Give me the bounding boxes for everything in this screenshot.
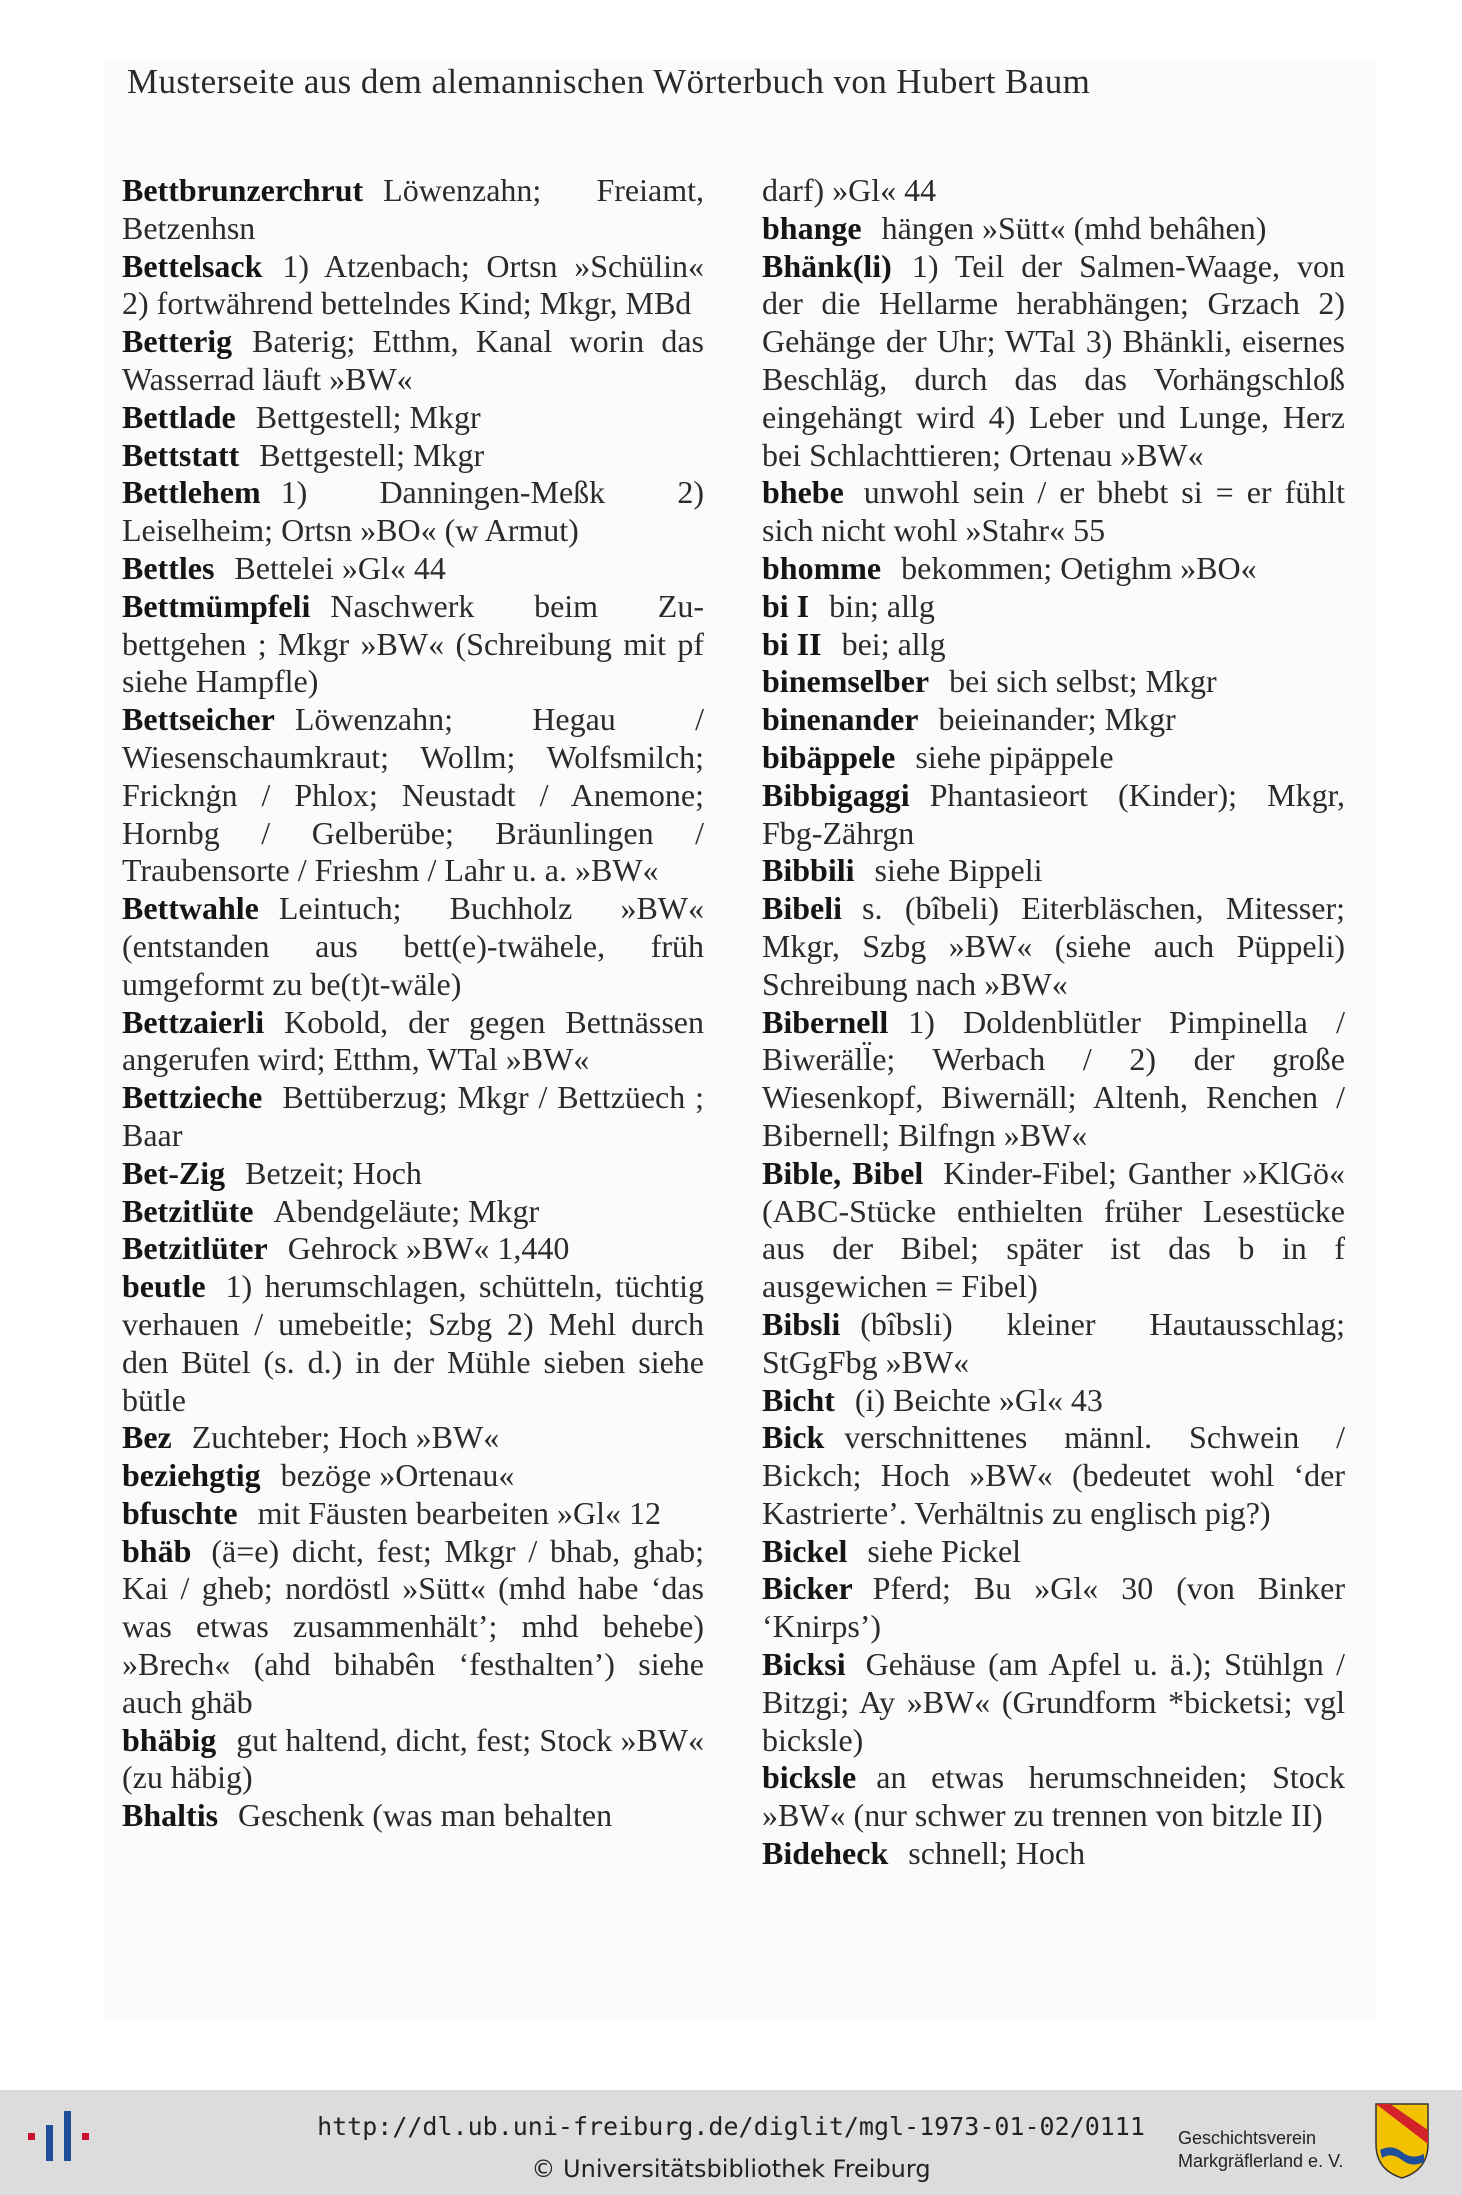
entry-definition: Gehrock »BW« 1,440 <box>287 1230 570 1267</box>
entry-headword: Betzitlüte <box>122 1192 254 1229</box>
dictionary-entry <box>762 210 1345 248</box>
coat-of-arms-icon <box>1372 2100 1432 2180</box>
dictionary-entry <box>762 1382 1345 1420</box>
dictionary-entry <box>762 739 1345 777</box>
dictionary-entry <box>762 1759 1345 1835</box>
dictionary-entry <box>762 1306 1345 1382</box>
entry-definition: darf) »Gl« 44 <box>762 172 937 208</box>
entry-definition: Baterig; Etthm, Kanal worin das Wasserrad läuft »BW« <box>122 323 704 397</box>
dictionary-entry <box>122 890 704 1003</box>
dictionary-column-right <box>762 172 1345 1873</box>
dictionary-entry <box>122 1079 704 1155</box>
entry-definition: (bîbsli) kleiner Hautausschlag; StGgFbg »BW« <box>762 1305 1345 1380</box>
dictionary-entry <box>122 1797 704 1835</box>
dictionary-entry <box>122 248 704 324</box>
entry-definition: Gehäuse (am Apfel u. ä.); Stühlgn / Bitzgi; Ay »BW« (Grundform *bicketsi; vgl bicksle) <box>762 1646 1345 1758</box>
dictionary-entry <box>122 550 704 588</box>
entry-headword: binenander <box>762 701 919 738</box>
dictionary-entry <box>762 852 1345 890</box>
dictionary-entry <box>762 1533 1345 1571</box>
entry-definition: Abendgeläute; Mkgr <box>273 1192 540 1229</box>
dictionary-entry <box>762 663 1345 701</box>
dictionary-entry <box>762 1004 1345 1155</box>
entry-headword: bi I <box>762 587 810 624</box>
entry-headword: Bettbrunzerchrut <box>122 172 364 208</box>
dictionary-entry <box>762 1646 1345 1759</box>
entry-headword: Bicht <box>762 1381 835 1418</box>
entry-definition: Löwenzahn; Freiamt, Betzenhsn <box>122 172 704 246</box>
entry-definition: gut haltend, dicht, fest; Stock »BW« (zu häbig) <box>122 1721 704 1796</box>
entry-headword: Bettseicher <box>122 701 275 738</box>
entry-headword: Bettelsack <box>122 247 263 284</box>
entry-definition: Löwenzahn; Hegau / Wiesenschaumkraut; Wollm; Wolfsmilch; Fricknġn / Phlox; Neustadt / Anemone; Hornbg / Gelberübe; Bräunlingen / Traubensorte / Frieshm / Lahr u. a. »BW« <box>122 701 704 889</box>
entry-headword: bhebe <box>762 474 844 511</box>
entry-definition: Kobold, der gegen Bettnässen angerufen wird; Etthm, WTal »BW« <box>122 1003 704 1078</box>
entry-headword: Bettstatt <box>122 436 240 473</box>
entry-headword: beutle <box>122 1268 206 1305</box>
entry-headword: bhäb <box>122 1532 192 1569</box>
entry-definition: schnell; Hoch <box>908 1835 1086 1872</box>
entry-definition: bei sich selbst; Mkgr <box>949 663 1217 700</box>
entry-headword: Bhänk(li) <box>762 247 892 284</box>
dictionary-entry <box>762 588 1345 626</box>
entry-definition: Naschwerk beim Zubettgehen ; Mkgr »BW« (Schreibung mit pf siehe Hampfle) <box>122 587 704 700</box>
dictionary-entry <box>762 1835 1345 1873</box>
entry-headword: Bettlade <box>122 398 236 435</box>
dictionary-entry <box>762 777 1345 853</box>
entry-definition: 1) Danningen-Meßk 2) Leiselheim; Ortsn »BO« (w Armut) <box>122 474 704 549</box>
entry-definition: mit Fäusten bearbeiten »Gl« 12 <box>257 1494 662 1531</box>
entry-definition: Bettüberzug; Mkgr / Bettzüech ; Baar <box>122 1079 704 1153</box>
page-header: Musterseite aus dem alemannischen Wörterbuch von Hubert Baum <box>127 62 1091 101</box>
entry-definition: Betzeit; Hoch <box>245 1154 422 1191</box>
entry-headword: Bhaltis <box>122 1797 219 1834</box>
entry-definition: siehe pipäppele <box>915 738 1114 775</box>
dictionary-entry <box>762 1570 1345 1646</box>
entry-definition: Geschenk (was man behalten <box>238 1797 613 1834</box>
dictionary-entry <box>122 437 704 475</box>
entry-headword: Bideheck <box>762 1835 889 1872</box>
entry-headword: Bick <box>762 1419 825 1456</box>
entry-headword: Bettwahle <box>122 890 259 927</box>
dictionary-entry <box>122 1004 704 1080</box>
dictionary-entry <box>122 1457 704 1495</box>
entry-definition: Leintuch; Buchholz »BW« (entstanden aus bett(e)-twähele, früh umgeformt zu be(t)t-wäle) <box>122 890 704 1002</box>
entry-headword: Bibernell <box>762 1003 889 1040</box>
entry-definition: bezöge »Ortenau« <box>280 1457 515 1494</box>
entry-definition: Bettelei »Gl« 44 <box>234 549 446 586</box>
entry-headword: bibäppele <box>762 738 896 775</box>
society-name <box>1178 2127 1368 2173</box>
dictionary-entry <box>122 1155 704 1193</box>
dictionary-entry <box>122 1533 704 1722</box>
dictionary-entry <box>762 248 1345 475</box>
dictionary-entry <box>762 474 1345 550</box>
dictionary-entry <box>762 172 1345 210</box>
entry-headword: bi II <box>762 625 822 662</box>
dictionary-entry <box>122 1495 704 1533</box>
entry-headword: Bible, Bibel <box>762 1154 924 1191</box>
entry-definition: hängen »Sütt« (mhd behâhen) <box>881 209 1267 246</box>
entry-definition: an etwas herumschneiden; Stock »BW« (nur schwer zu trennen von bitzle II) <box>762 1759 1345 1834</box>
entry-definition: bekommen; Oetighm »BO« <box>901 549 1257 586</box>
society-line-1: Geschichtsverein <box>1178 2128 1317 2148</box>
entry-headword: Bibbili <box>762 852 855 889</box>
dictionary-entry <box>122 1268 704 1419</box>
dictionary-entry <box>762 550 1345 588</box>
entry-headword: bicksle <box>762 1759 857 1796</box>
entry-definition: 1) Teil der Salmen-Waage, von der die Hellarme herabhängen; Grzach 2) Gehänge der Uhr; WTal 3) Bhänkli, eisernes Beschläg, durch das das Vorhängschloß eingehängt wird 4) Leber und Lunge, Herz bei Schlachttieren; Ortenau »BW« <box>762 247 1345 473</box>
entry-definition: Kinder-Fibel; Ganther »KlGö« (ABC-Stücke enthielten früher Lesestücke aus der Bibel; später ist das b in f ausgewichen = Fibel) <box>762 1154 1346 1305</box>
entry-headword: Bettles <box>122 549 215 586</box>
entry-headword: bhange <box>762 209 862 246</box>
dictionary-entry <box>762 890 1345 1003</box>
dictionary-entry <box>762 626 1345 664</box>
dictionary-entry <box>762 1155 1345 1306</box>
dictionary-entry <box>122 474 704 550</box>
entry-definition: unwohl sein / er bhebt si = er fühlt sich nicht wohl »Stahr« 55 <box>762 474 1345 549</box>
dictionary-column-left <box>122 172 704 1835</box>
entry-definition: s. (bîbeli) Eiterbläschen, Mitesser; Mkgr, Szbg »BW« (siehe auch Püppeli) Schreibung nach »BW« <box>762 890 1345 1002</box>
dictionary-entry <box>762 701 1345 739</box>
entry-headword: Bez <box>122 1419 172 1456</box>
dictionary-entry <box>122 399 704 437</box>
dictionary-entry <box>122 1193 704 1231</box>
entry-headword: Bicksi <box>762 1646 846 1683</box>
entry-definition: (ä=e) dicht, fest; Mkgr / bhab, ghab; Kai / gheb; nordöstl »Sütt« (mhd habe ‘das was etwas zusammenhält’; mhd behebe) »Brech« (ahd bihabên ‘festhalten’) siehe auch ghäb <box>122 1532 704 1720</box>
entry-headword: bhäbig <box>122 1721 217 1758</box>
dictionary-entry <box>122 1722 704 1798</box>
entry-headword: Bibsli <box>762 1305 841 1342</box>
entry-headword: bfuschte <box>122 1494 238 1531</box>
entry-definition: siehe Pickel <box>867 1532 1022 1569</box>
entry-headword: beziehgtig <box>122 1457 261 1494</box>
entry-headword: Bet-Zig <box>122 1154 226 1191</box>
entry-definition: bei; allg <box>841 625 946 662</box>
entry-definition: 1) herumschlagen, schütteln, tüchtig verhauen / umebeitle; Szbg 2) Mehl durch den Bütel (s. d.) in der Mühle sieben siehe bütle <box>122 1268 704 1418</box>
entry-headword: bhomme <box>762 549 882 586</box>
entry-headword: Bibeli <box>762 890 843 927</box>
entry-definition: Zuchteber; Hoch »BW« <box>191 1419 500 1456</box>
entry-headword: Bettzaierli <box>122 1003 265 1040</box>
dictionary-entry <box>122 701 704 890</box>
dictionary-entry <box>762 1419 1345 1532</box>
entry-headword: Bickel <box>762 1532 848 1569</box>
entry-definition: siehe Bippeli <box>874 852 1043 889</box>
footer-url-link[interactable]: http://dl.ub.uni-freiburg.de/diglit/mgl-1973-01-02/0111 <box>317 2112 1145 2141</box>
entry-definition: 1) Doldenblütler Pimpinella / Biweräll̈e; Werbach / 2) der große Wiesenkopf, Biwernäll; Altenh, Renchen / Bibernell; Bilfngn »BW« <box>762 1003 1345 1153</box>
society-line-2: Markgräflerland e. V. <box>1178 2151 1344 2171</box>
entry-headword: binemselber <box>762 663 930 700</box>
entry-headword: Bettlehem <box>122 474 261 511</box>
entry-definition: Bettgestell; Mkgr <box>259 436 485 473</box>
entry-definition: Pferd; Bu »Gl« 30 (von Binker ‘Knirps’) <box>762 1570 1345 1645</box>
entry-headword: Bicker <box>762 1570 853 1607</box>
entry-definition: bin; allg <box>829 587 935 624</box>
entry-definition: (i) Beichte »Gl« 43 <box>854 1381 1103 1418</box>
dictionary-entry <box>122 1419 704 1457</box>
entry-headword: Bettmümpfeli <box>122 587 311 624</box>
entry-definition: verschnittenes männl. Schwein / Bickch; Hoch »BW« (bedeutet wohl ‘der Kastrierte’. Verhältnis zu englisch pig?) <box>762 1419 1345 1531</box>
entry-definition: Bettgestell; Mkgr <box>255 398 481 435</box>
entry-definition: Phantasieort (Kinder); Mkgr, Fbg-Zährgn <box>762 776 1345 851</box>
dictionary-entry <box>122 588 704 701</box>
dictionary-entry <box>122 1230 704 1268</box>
entry-headword: Bibbigaggi <box>762 776 910 813</box>
dictionary-entry <box>122 172 704 248</box>
footer-copyright: © Universitätsbibliothek Freiburg <box>531 2155 931 2183</box>
entry-headword: Bettzieche <box>122 1079 263 1116</box>
dictionary-entry <box>122 323 704 399</box>
entry-definition: 1) Atzenbach; Ortsn »Schülin« 2) fortwährend bettelndes Kind; Mkgr, MBd <box>122 247 704 322</box>
entry-headword: Betzitlüter <box>122 1230 268 1267</box>
entry-headword: Betterig <box>122 323 233 360</box>
entry-definition: beieinander; Mkgr <box>938 701 1176 738</box>
